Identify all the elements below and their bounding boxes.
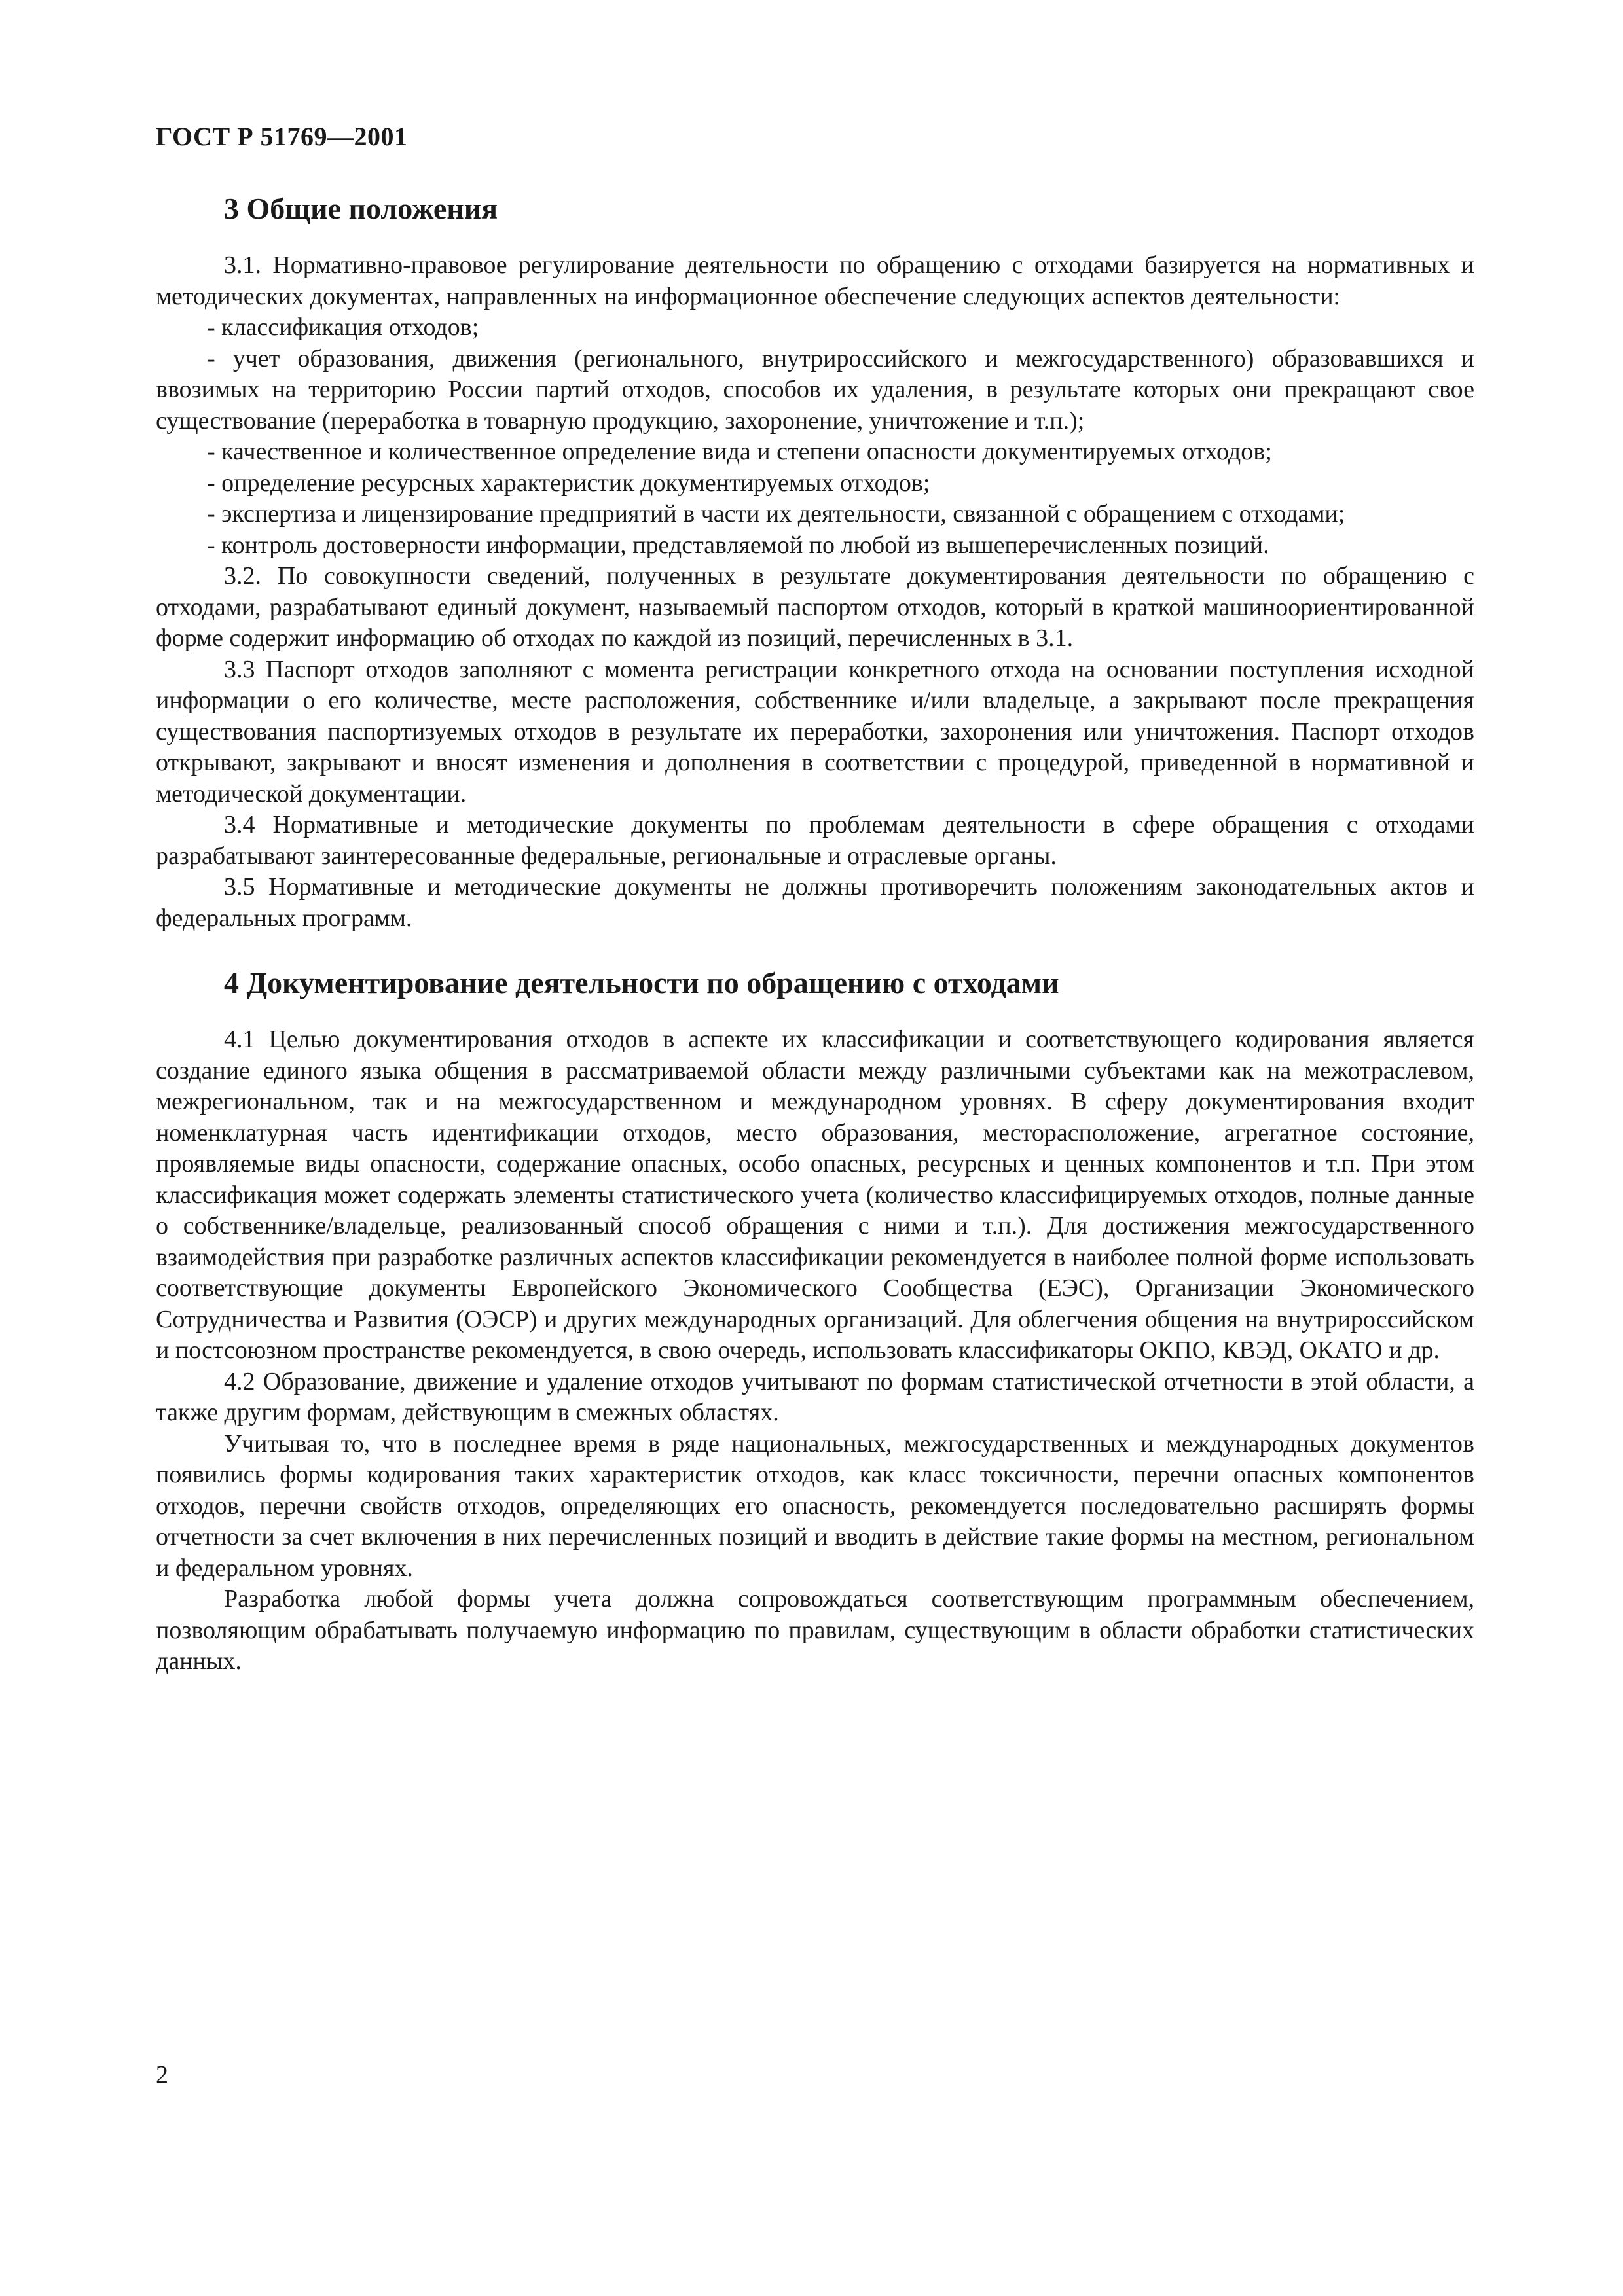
list-item: - контроль достоверности информации, представляемой по любой из вышеперечисленных позиций.: [207, 531, 1269, 559]
paragraph-3-4: 3.4 Нормативные и методические документы по проблемам деятельности в сфере обращения с отходами разрабатывают заинтересованные федеральные, региональные и отраслевые органы.: [156, 811, 1474, 870]
paragraph-4-1: 4.1 Целью документирования отходов в аспекте их классификации и соответствующего кодирования является создание единого языка общения в рассматриваемой области между различными субъектами как на межотраслевом, межрегиональном, так и на межгосударственном и международном уровнях. В сферу документирования входит номенклатурная часть идентификации отходов, место образования, месторасположение, агрегатное состояние, проявляемые виды опасности, содержание опасных, особо опасных, ресурсных и ценных компонентов и т.п. При этом классификация может содержать элементы статистического учета (количество классифицируемых отходов, полные данные о собственнике/владельце, реализованный способ обращения с ними и т.п.). Для достижения межгосударственного взаимодействия при разработке различных аспектов классификации рекомендуется в наиболее полной форме использовать соответствующие документы Европейского Экономического Сообщества (ЕЭС), Организации Экономического Сотрудничества и Развития (ОЭСР) и других международных организаций. Для облегчения общения на внутрироссийском и постсоюзном пространстве рекомендуется, в свою очередь, использовать классификаторы ОКПО, КВЭД, ОКАТО и др.: [156, 1026, 1474, 1364]
paragraph-3-5: 3.5 Нормативные и методические документы не должны противоречить положениям законодательных актов и федеральных программ.: [156, 873, 1474, 932]
paragraph-3-3: 3.3 Паспорт отходов заполняют с момента регистрации конкретного отхода на основании поступления исходной информации о его количестве, месте расположения, собственнике и/или владельце, а закрывают после прекращения существования паспортизуемых отходов в результате их переработки, захоронения или уничтожения. Паспорт отходов открывают, закрывают и вносят изменения и дополнения в соответствии с процедурой, приведенной в нормативной и методической документации.: [156, 655, 1474, 808]
paragraph-4-2: 4.2 Образование, движение и удаление отходов учитывают по формам статистической отчетности в этой области, а также другим формам, действующим в смежных областях.: [156, 1367, 1474, 1426]
page-number: 2: [156, 2061, 168, 2089]
paragraph-4-3: Учитывая то, что в последнее время в ряде национальных, межгосударственных и международных документов появились формы кодирования таких характеристик отходов, как класс токсичности, перечни опасных компонентов отходов, перечни свойств отходов, определяющих его опасность, рекомендуется последовательно расширять формы отчетности за счет включения в них перечисленных позиций и вводить в действие такие формы на местном, региональном и федеральном уровнях.: [156, 1429, 1474, 1582]
list-item: - классификация отходов;: [207, 314, 479, 341]
document-body: [156, 190, 1474, 1677]
list-item: - экспертиза и лицензирование предприятий в части их деятельности, связанной с обращением с отходами;: [207, 500, 1345, 528]
list-item: - учет образования, движения (регионального, внутрироссийского и межгосударственного) образовавшихся и ввозимых на территорию России партий отходов, способов их удаления, в результате которых они прекращают свое существование (переработка в товарную продукцию, захоронение, уничтожение и т.п.);: [156, 344, 1474, 435]
paragraph-4-4: Разработка любой формы учета должна сопровождаться соответствующим программным обеспечением, позволяющим обрабатывать получаемую информацию по правилам, существующим в области обработки статистических данных.: [156, 1585, 1474, 1675]
section-4-title: 4 Документирование деятельности по обращению с отходами: [224, 966, 1059, 999]
list-item: - качественное и количественное определение вида и степени опасности документируемых отходов;: [207, 438, 1272, 465]
section-3-title: 3 Общие положения: [224, 192, 498, 225]
document-code-header: ГОСТ Р 51769—2001: [156, 122, 408, 151]
paragraph-3-2: 3.2. По совокупности сведений, полученных в результате документирования деятельности по обращению с отходами, разрабатывают единый документ, называемый паспортом отходов, который в краткой машиноориентированной форме содержит информацию об отходах по каждой из позиций, перечисленных в 3.1.: [156, 562, 1474, 652]
paragraph-3-1: 3.1. Нормативно-правовое регулирование деятельности по обращению с отходами базируется на нормативных и методических документах, направленных на информационное обеспечение следующих аспектов деятельности:: [156, 251, 1474, 310]
list-item: - определение ресурсных характеристик документируемых отходов;: [207, 469, 930, 497]
